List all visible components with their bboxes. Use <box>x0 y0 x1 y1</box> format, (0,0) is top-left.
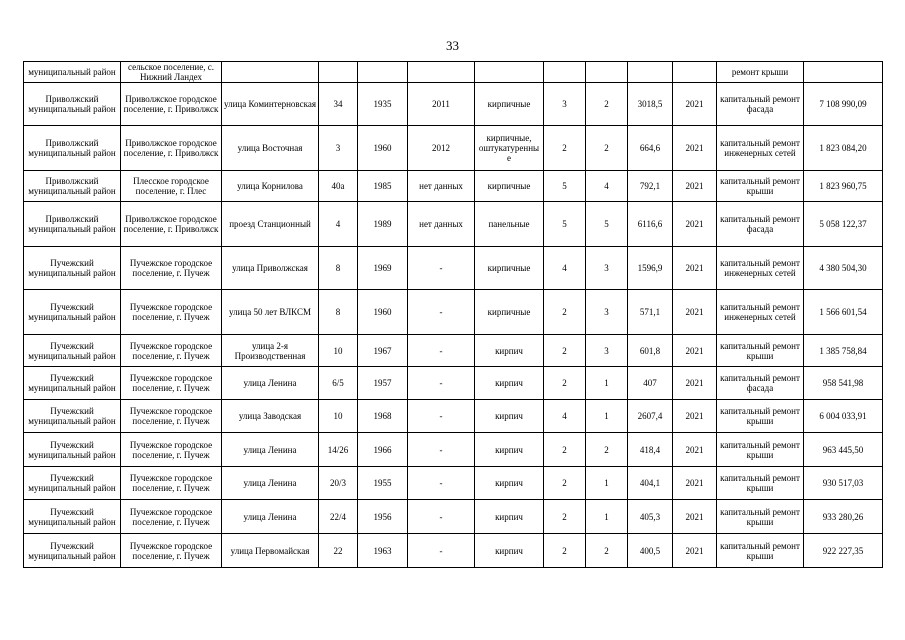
entrances-cell <box>586 62 628 83</box>
street-cell: проезд Станционный <box>222 202 319 247</box>
last-repair-year-cell: - <box>408 433 475 467</box>
plan-year-cell: 2021 <box>673 290 717 335</box>
area-cell: 400,5 <box>628 534 673 568</box>
last-repair-year-cell: - <box>408 534 475 568</box>
cost-cell: 930 517,03 <box>804 467 883 500</box>
wall-material-cell: кирпич <box>475 500 544 534</box>
build-year-cell: 1985 <box>358 171 408 202</box>
work-type-cell: капитальный ремонт крыши <box>717 171 804 202</box>
district-cell: Пучежский муниципальный район <box>24 290 121 335</box>
entrances-cell: 1 <box>586 367 628 400</box>
street-cell: улица Первомайская <box>222 534 319 568</box>
settlement-cell: сельское поселение, с. Нижний Ландех <box>121 62 222 83</box>
entrances-cell: 1 <box>586 467 628 500</box>
last-repair-year-cell: - <box>408 335 475 367</box>
district-cell: Пучежский муниципальный район <box>24 433 121 467</box>
entrances-cell: 3 <box>586 290 628 335</box>
area-cell: 571,1 <box>628 290 673 335</box>
plan-year-cell <box>673 62 717 83</box>
district-cell: Пучежский муниципальный район <box>24 534 121 568</box>
table-row <box>24 83 883 126</box>
plan-year-cell: 2021 <box>673 500 717 534</box>
work-type-cell: капитальный ремонт крыши <box>717 500 804 534</box>
floors-cell: 2 <box>544 335 586 367</box>
cost-cell: 1 385 758,84 <box>804 335 883 367</box>
house-number-cell: 8 <box>319 290 358 335</box>
house-number-cell: 34 <box>319 83 358 126</box>
plan-year-cell: 2021 <box>673 247 717 290</box>
cost-cell: 7 108 990,09 <box>804 83 883 126</box>
area-cell: 664,6 <box>628 126 673 171</box>
work-type-cell: капитальный ремонт фасада <box>717 367 804 400</box>
last-repair-year-cell <box>408 62 475 83</box>
table-row <box>24 500 883 534</box>
entrances-cell: 2 <box>586 126 628 171</box>
entrances-cell: 2 <box>586 433 628 467</box>
plan-year-cell: 2021 <box>673 467 717 500</box>
table-row <box>24 467 883 500</box>
build-year-cell <box>358 62 408 83</box>
wall-material-cell: кирпич <box>475 367 544 400</box>
build-year-cell: 1960 <box>358 290 408 335</box>
street-cell <box>222 62 319 83</box>
work-type-cell: капитальный ремонт инженерных сетей <box>717 126 804 171</box>
wall-material-cell: кирпичные <box>475 171 544 202</box>
settlement-cell: Приволжское городское поселение, г. Приволжск <box>121 126 222 171</box>
settlement-cell: Пучежское городское поселение, г. Пучеж <box>121 500 222 534</box>
floors-cell: 5 <box>544 202 586 247</box>
floors-cell: 2 <box>544 290 586 335</box>
page-number: 33 <box>446 38 459 53</box>
table-body <box>24 62 883 568</box>
house-number-cell: 3 <box>319 126 358 171</box>
build-year-cell: 1935 <box>358 83 408 126</box>
last-repair-year-cell: - <box>408 247 475 290</box>
street-cell: улица Корнилова <box>222 171 319 202</box>
work-type-cell: капитальный ремонт крыши <box>717 534 804 568</box>
cost-cell: 963 445,50 <box>804 433 883 467</box>
street-cell: улица Восточная <box>222 126 319 171</box>
build-year-cell: 1960 <box>358 126 408 171</box>
floors-cell: 2 <box>544 433 586 467</box>
floors-cell: 2 <box>544 126 586 171</box>
floors-cell: 4 <box>544 247 586 290</box>
work-type-cell: капитальный ремонт инженерных сетей <box>717 247 804 290</box>
plan-year-cell: 2021 <box>673 367 717 400</box>
house-number-cell: 14/26 <box>319 433 358 467</box>
settlement-cell: Пучежское городское поселение, г. Пучеж <box>121 290 222 335</box>
house-number-cell: 4 <box>319 202 358 247</box>
district-cell: Приволжский муниципальный район <box>24 83 121 126</box>
area-cell: 792,1 <box>628 171 673 202</box>
wall-material-cell: кирпичные <box>475 83 544 126</box>
wall-material-cell: кирпич <box>475 335 544 367</box>
area-cell: 407 <box>628 367 673 400</box>
cost-cell: 1 823 960,75 <box>804 171 883 202</box>
plan-year-cell: 2021 <box>673 126 717 171</box>
floors-cell: 3 <box>544 83 586 126</box>
build-year-cell: 1957 <box>358 367 408 400</box>
cost-cell: 1 566 601,54 <box>804 290 883 335</box>
entrances-cell: 1 <box>586 400 628 433</box>
plan-year-cell: 2021 <box>673 171 717 202</box>
table-row <box>24 335 883 367</box>
entrances-cell: 3 <box>586 335 628 367</box>
entrances-cell: 3 <box>586 247 628 290</box>
plan-year-cell: 2021 <box>673 83 717 126</box>
settlement-cell: Пучежское городское поселение, г. Пучеж <box>121 467 222 500</box>
work-type-cell: капитальный ремонт фасада <box>717 83 804 126</box>
build-year-cell: 1989 <box>358 202 408 247</box>
house-number-cell: 40а <box>319 171 358 202</box>
last-repair-year-cell: - <box>408 400 475 433</box>
entrances-cell: 5 <box>586 202 628 247</box>
last-repair-year-cell: нет данных <box>408 202 475 247</box>
cost-cell: 1 823 084,20 <box>804 126 883 171</box>
house-number-cell: 6/5 <box>319 367 358 400</box>
last-repair-year-cell: 2012 <box>408 126 475 171</box>
last-repair-year-cell: 2011 <box>408 83 475 126</box>
wall-material-cell: кирпичные <box>475 290 544 335</box>
wall-material-cell: панельные <box>475 202 544 247</box>
table-row <box>24 247 883 290</box>
street-cell: улица Ленина <box>222 433 319 467</box>
floors-cell: 2 <box>544 534 586 568</box>
wall-material-cell: кирпич <box>475 534 544 568</box>
settlement-cell: Пучежское городское поселение, г. Пучеж <box>121 400 222 433</box>
build-year-cell: 1969 <box>358 247 408 290</box>
entrances-cell: 1 <box>586 500 628 534</box>
last-repair-year-cell: - <box>408 500 475 534</box>
house-number-cell: 22/4 <box>319 500 358 534</box>
settlement-cell: Приволжское городское поселение, г. Приволжск <box>121 83 222 126</box>
area-cell: 418,4 <box>628 433 673 467</box>
house-number-cell: 10 <box>319 335 358 367</box>
wall-material-cell: кирпич <box>475 433 544 467</box>
floors-cell: 5 <box>544 171 586 202</box>
area-cell <box>628 62 673 83</box>
cost-cell: 6 004 033,91 <box>804 400 883 433</box>
plan-year-cell: 2021 <box>673 335 717 367</box>
build-year-cell: 1968 <box>358 400 408 433</box>
work-type-cell: капитальный ремонт крыши <box>717 335 804 367</box>
area-cell: 601,8 <box>628 335 673 367</box>
build-year-cell: 1967 <box>358 335 408 367</box>
wall-material-cell <box>475 62 544 83</box>
floors-cell: 2 <box>544 500 586 534</box>
housing-repair-table <box>23 61 883 568</box>
wall-material-cell: кирпичные, оштукатуренные <box>475 126 544 171</box>
cost-cell: 922 227,35 <box>804 534 883 568</box>
floors-cell <box>544 62 586 83</box>
last-repair-year-cell: - <box>408 367 475 400</box>
build-year-cell: 1955 <box>358 467 408 500</box>
district-cell: Пучежский муниципальный район <box>24 500 121 534</box>
area-cell: 3018,5 <box>628 83 673 126</box>
wall-material-cell: кирпичные <box>475 247 544 290</box>
plan-year-cell: 2021 <box>673 400 717 433</box>
street-cell: улица 50 лет ВЛКСМ <box>222 290 319 335</box>
work-type-cell: капитальный ремонт фасада <box>717 202 804 247</box>
area-cell: 6116,6 <box>628 202 673 247</box>
district-cell: Приволжский муниципальный район <box>24 202 121 247</box>
cost-cell <box>804 62 883 83</box>
street-cell: улица Приволжская <box>222 247 319 290</box>
work-type-cell: ремонт крыши <box>717 62 804 83</box>
table-row <box>24 202 883 247</box>
settlement-cell: Пучежское городское поселение, г. Пучеж <box>121 247 222 290</box>
plan-year-cell: 2021 <box>673 433 717 467</box>
work-type-cell: капитальный ремонт крыши <box>717 433 804 467</box>
plan-year-cell: 2021 <box>673 534 717 568</box>
settlement-cell: Приволжское городское поселение, г. Приволжск <box>121 202 222 247</box>
district-cell: Пучежский муниципальный район <box>24 247 121 290</box>
settlement-cell: Пучежское городское поселение, г. Пучеж <box>121 335 222 367</box>
table-row <box>24 433 883 467</box>
table-row <box>24 126 883 171</box>
house-number-cell: 8 <box>319 247 358 290</box>
table-row <box>24 171 883 202</box>
entrances-cell: 2 <box>586 534 628 568</box>
build-year-cell: 1963 <box>358 534 408 568</box>
settlement-cell: Плесское городское поселение, г. Плес <box>121 171 222 202</box>
settlement-cell: Пучежское городское поселение, г. Пучеж <box>121 367 222 400</box>
district-cell: Приволжский муниципальный район <box>24 126 121 171</box>
wall-material-cell: кирпич <box>475 467 544 500</box>
district-cell: Пучежский муниципальный район <box>24 367 121 400</box>
work-type-cell: капитальный ремонт инженерных сетей <box>717 290 804 335</box>
area-cell: 404,1 <box>628 467 673 500</box>
work-type-cell: капитальный ремонт крыши <box>717 400 804 433</box>
settlement-cell: Пучежское городское поселение, г. Пучеж <box>121 534 222 568</box>
last-repair-year-cell: - <box>408 467 475 500</box>
cost-cell: 958 541,98 <box>804 367 883 400</box>
table-row <box>24 290 883 335</box>
table-row <box>24 62 883 83</box>
street-cell: улица Ленина <box>222 367 319 400</box>
area-cell: 1596,9 <box>628 247 673 290</box>
cost-cell: 933 280,26 <box>804 500 883 534</box>
settlement-cell: Пучежское городское поселение, г. Пучеж <box>121 433 222 467</box>
district-cell: Приволжский муниципальный район <box>24 171 121 202</box>
street-cell: улица 2-я Производственная <box>222 335 319 367</box>
plan-year-cell: 2021 <box>673 202 717 247</box>
last-repair-year-cell: - <box>408 290 475 335</box>
table-row <box>24 367 883 400</box>
district-cell: Пучежский муниципальный район <box>24 467 121 500</box>
entrances-cell: 2 <box>586 83 628 126</box>
wall-material-cell: кирпич <box>475 400 544 433</box>
build-year-cell: 1966 <box>358 433 408 467</box>
floors-cell: 2 <box>544 367 586 400</box>
floors-cell: 4 <box>544 400 586 433</box>
work-type-cell: капитальный ремонт крыши <box>717 467 804 500</box>
table-row <box>24 534 883 568</box>
street-cell: улица Ленина <box>222 500 319 534</box>
district-cell: Пучежский муниципальный район <box>24 335 121 367</box>
build-year-cell: 1956 <box>358 500 408 534</box>
district-cell: муниципальный район <box>24 62 121 83</box>
street-cell: улица Заводская <box>222 400 319 433</box>
table-row <box>24 400 883 433</box>
cost-cell: 4 380 504,30 <box>804 247 883 290</box>
street-cell: улица Коминтерновская <box>222 83 319 126</box>
entrances-cell: 4 <box>586 171 628 202</box>
house-number-cell: 10 <box>319 400 358 433</box>
cost-cell: 5 058 122,37 <box>804 202 883 247</box>
street-cell: улица Ленина <box>222 467 319 500</box>
area-cell: 405,3 <box>628 500 673 534</box>
last-repair-year-cell: нет данных <box>408 171 475 202</box>
house-number-cell: 22 <box>319 534 358 568</box>
house-number-cell <box>319 62 358 83</box>
area-cell: 2607,4 <box>628 400 673 433</box>
house-number-cell: 20/3 <box>319 467 358 500</box>
floors-cell: 2 <box>544 467 586 500</box>
district-cell: Пучежский муниципальный район <box>24 400 121 433</box>
